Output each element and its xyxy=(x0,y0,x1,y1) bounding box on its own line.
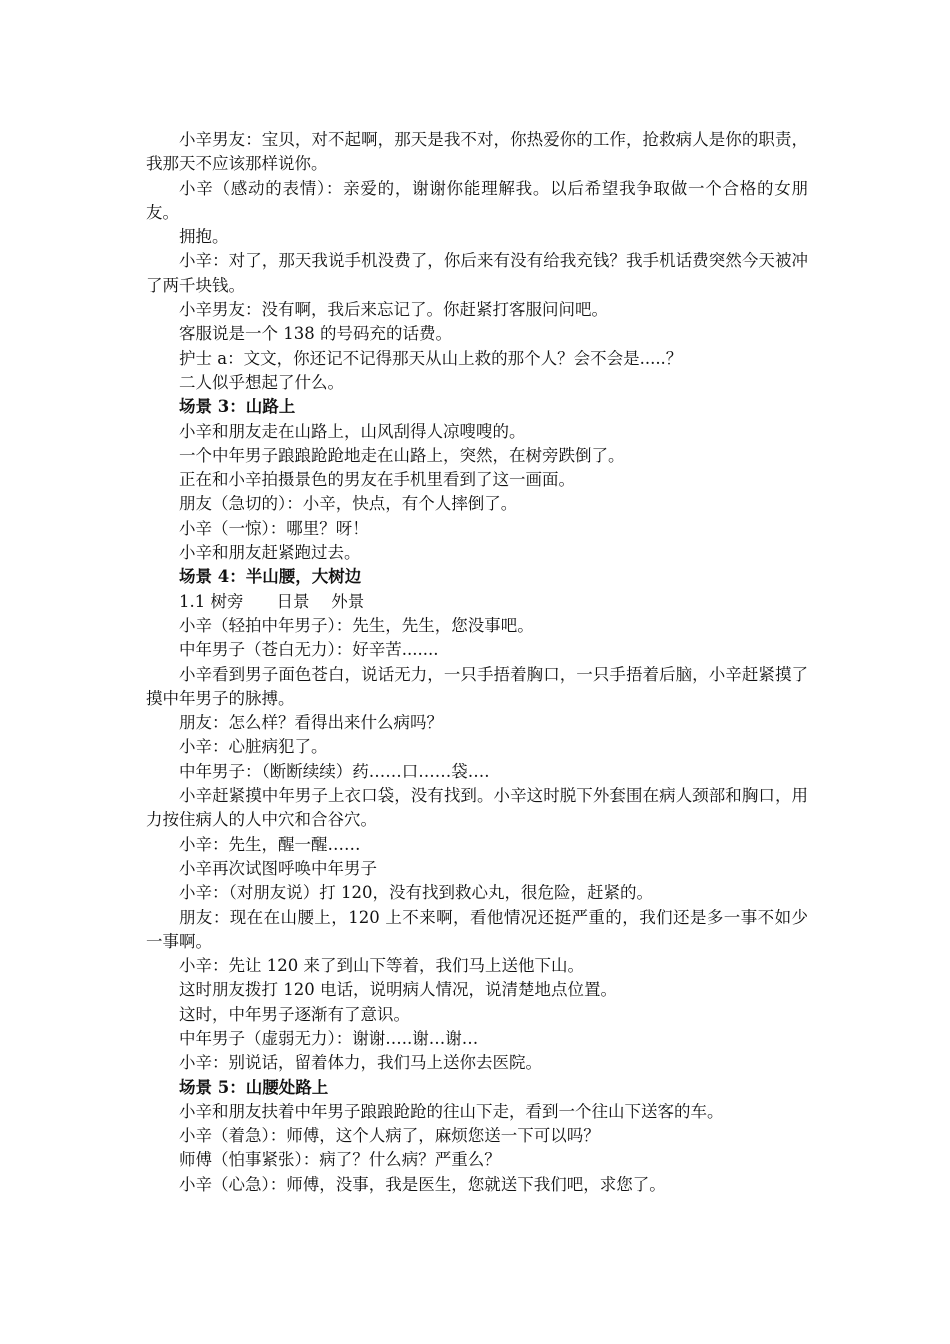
script-paragraph: 正在和小辛拍摄景色的男友在手机里看到了这一画面。 xyxy=(179,470,575,490)
script-paragraph: 中年男子（苍白无力）：好辛苦....... xyxy=(179,640,439,660)
script-paragraph: 朋友：现在在山腰上，120 上不来啊，看他情况还挺严重的，我们还是多一事不如少一事啊。 xyxy=(146,907,808,951)
script-paragraph: 小辛男友：宝贝，对不起啊，那天是我不对，你热爱你的工作，抢救病人是你的职责，我那天不应该那样说你。 xyxy=(146,130,808,174)
script-paragraph: 小辛：先让 120 来了到山下等着，我们马上送他下山。 xyxy=(179,956,584,976)
script-paragraph: 这时朋友拨打 120 电话，说明病人情况，说清楚地点位置。 xyxy=(179,980,617,1000)
script-paragraph: 小辛看到男子面色苍白，说话无力，一只手捂着胸口，一只手捂着后脑，小辛赶紧摸了摸中年男子的脉搏。 xyxy=(146,664,808,708)
script-paragraph: 拥抱。 xyxy=(179,227,229,247)
script-paragraph: 1.1 树旁 日景 外景 xyxy=(179,591,365,611)
script-paragraph: 小辛和朋友走在山路上，山风刮得人凉嗖嗖的。 xyxy=(179,421,526,441)
script-paragraph: 客服说是一个 138 的号码充的话费。 xyxy=(179,324,452,344)
document-body xyxy=(146,128,808,1197)
script-paragraph: 小辛和朋友赶紧跑过去。 xyxy=(179,543,361,563)
script-paragraph: 小辛：（对朋友说）打 120，没有找到救心丸，很危险，赶紧的。 xyxy=(179,883,653,903)
script-paragraph: 中年男子：（断断续续）药……口……袋…. xyxy=(179,761,490,781)
script-paragraph: 朋友（急切的）：小辛，快点，有个人摔倒了。 xyxy=(179,494,518,514)
script-paragraph: 二人似乎想起了什么。 xyxy=(179,372,344,392)
script-paragraph: 小辛：先生，醒一醒…… xyxy=(179,834,361,854)
script-paragraph: 小辛：别说话，留着体力，我们马上送你去医院。 xyxy=(179,1053,542,1073)
script-paragraph: 小辛（心急）：师傅，没事，我是医生，您就送下我们吧，求您了。 xyxy=(179,1174,666,1194)
script-paragraph: 小辛再次试图呼唤中年男子 xyxy=(179,858,377,878)
scene-heading: 场景 3：山路上 xyxy=(179,397,296,417)
script-paragraph: 小辛（轻拍中年男子）：先生，先生，您没事吧。 xyxy=(179,615,534,635)
script-paragraph: 护士 a：文文，你还记不记得那天从山上救的那个人？会不会是.....？ xyxy=(179,348,683,368)
script-paragraph: 小辛和朋友扶着中年男子踉踉跄跄的往山下走，看到一个往山下送客的车。 xyxy=(179,1101,724,1121)
script-paragraph: 小辛：对了，那天我说手机没费了，你后来有没有给我充钱？我手机话费突然今天被冲了两千块钱。 xyxy=(146,251,808,295)
script-paragraph: 这时，中年男子逐渐有了意识。 xyxy=(179,1004,410,1024)
script-paragraph: 小辛赶紧摸中年男子上衣口袋，没有找到。小辛这时脱下外套围在病人颈部和胸口，用力按住病人的人中穴和合谷穴。 xyxy=(146,786,808,830)
scene-heading: 场景 5：山腰处路上 xyxy=(179,1077,329,1097)
script-paragraph: 小辛男友：没有啊，我后来忘记了。你赶紧打客服问问吧。 xyxy=(179,300,608,320)
script-paragraph: 一个中年男子踉踉跄跄地走在山路上，突然，在树旁跌倒了。 xyxy=(179,445,625,465)
script-paragraph: 小辛：心脏病犯了。 xyxy=(179,737,328,757)
script-paragraph: 朋友：怎么样？看得出来什么病吗？ xyxy=(179,713,443,733)
script-paragraph: 师傅（怕事紧张）：病了？什么病？严重么？ xyxy=(179,1150,501,1170)
script-paragraph: 小辛（一惊）：哪里？呀！ xyxy=(179,518,369,538)
script-paragraph: 中年男子（虚弱无力）：谢谢…..谢…谢… xyxy=(179,1028,479,1048)
script-paragraph: 小辛（感动的表情）：亲爱的，谢谢你能理解我。以后希望我争取做一个合格的女朋友。 xyxy=(146,178,808,222)
script-paragraph: 小辛（着急）：师傅，这个人病了，麻烦您送一下可以吗？ xyxy=(179,1126,600,1146)
scene-heading: 场景 4：半山腰，大树边 xyxy=(179,567,362,587)
